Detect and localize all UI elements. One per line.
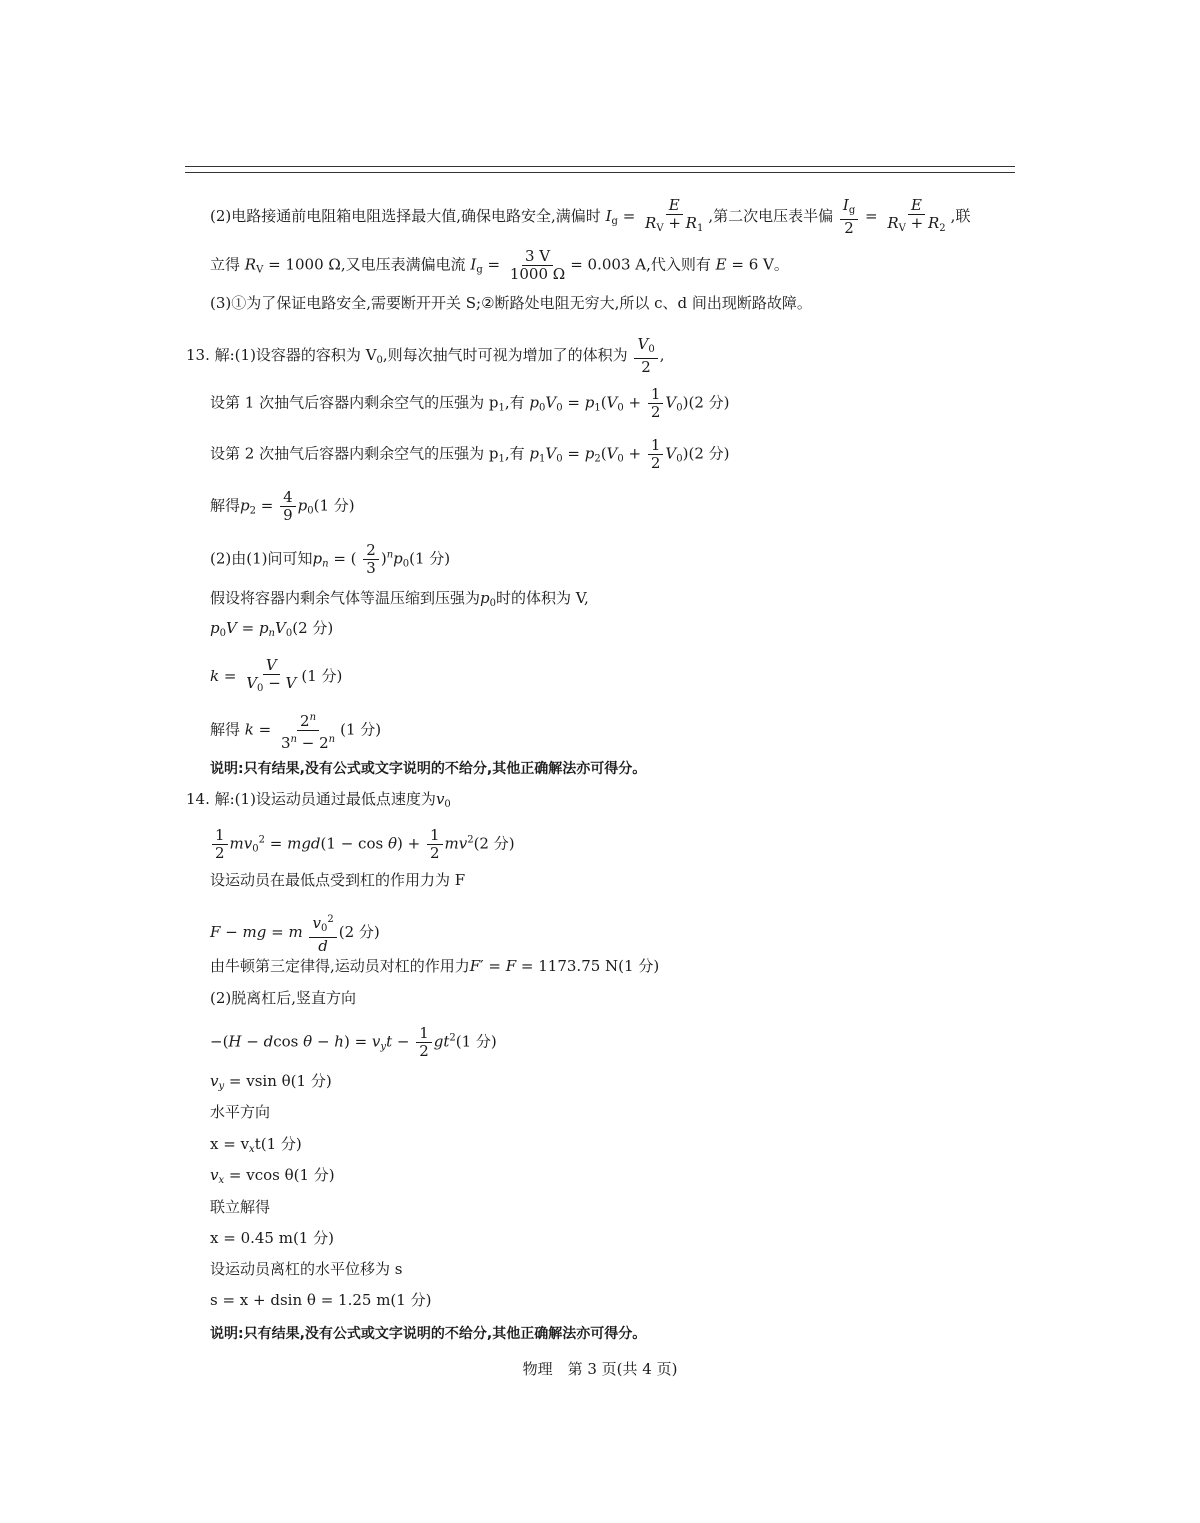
q14-part2: (2)脱离杠后,竖直方向 (210, 989, 357, 1007)
header-rule (185, 166, 1015, 173)
page-footer: 物理 第 3 页(共 4 页) (522, 1360, 678, 1378)
q14-s-result: s = x + dsin θ = 1.25 m(1 分) (210, 1291, 432, 1309)
q13-note: 说明:只有结果,没有公式或文字说明的不给分,其他正确解法亦可得分。 (210, 761, 647, 777)
q13-step2: 设第 2 次抽气后容器内剩余空气的压强为 $p_1$,有 $p_1V_0 = p_2(V_0$ + $\frac{1}{2}$ $V_0)(2$ 分) (210, 436, 730, 472)
q13-result1: 解得$p_2$ = $\frac{4}{9}$ $p_0(1$ 分) (210, 488, 355, 524)
q14-solve: 联立解得 (210, 1198, 271, 1216)
q14-x-eq: $x = v_xt(1$ 分) (210, 1135, 302, 1155)
q14-x-result: x = 0.45 m(1 分) (210, 1229, 334, 1247)
q13-eq1: $p_0V = p_nV_0(2$ 分) (210, 619, 334, 639)
q14-vx: $v_x = vcos$ θ(1 分) (210, 1166, 335, 1186)
q13-step1: 设第 1 次抽气后容器内剩余空气的压强为 $p_1$,有 $p_0V_0 = p_1(V_0$ + $\frac{1}{2}$ $V_0)(2$ 分) (210, 385, 730, 421)
q13-heading: 13. 解:(1)设容器的容积为 $V_0$,则每次抽气时可视为增加了的体积为 $\frac{V_0}{2}$ , (186, 335, 665, 376)
q14-newton3: 由牛顿第三定律得,运动员对杠的作用力F′ = F = 1173.75 N(1 分) (210, 957, 660, 975)
part2-line2: 立得 $R_V = 1000$ Ω,又电压表满偏电流 $I_g$ = $\frac{3 V}{1000 \Omega}$ = 0.003 A,代入则有 E = 6 V。 (210, 247, 789, 283)
q14-heading: 14. 解:(1)设运动员通过最低点速度为$v_0$ (186, 790, 451, 810)
q14-energy-eq: $\frac{1}{2}$ $mv_0^2 = mgd(1 - \cos \theta)$ + $\frac{1}{2}$ $mv^2(2$ 分) (210, 827, 515, 862)
q14-vy: $v_y = vsin$ θ(1 分) (210, 1072, 332, 1092)
q13-assume: 假设将容器内剩余气体等温压缩到压强为$p_0$时的体积为 V, (210, 589, 589, 609)
q13-result2: 解得 k = $\frac{2^n}{3^n - 2^n}$ (1 分) (210, 709, 381, 752)
q13-part2: (2)由(1)问可知$p_n$ = ( $\frac{2}{3}$ )$^np_0(1$ 分) (210, 541, 451, 577)
q13-eq2: k = $\frac{V}{V_0 - V}$ (1 分) (210, 656, 343, 694)
q14-note: 说明:只有结果,没有公式或文字说明的不给分,其他正确解法亦可得分。 (210, 1326, 647, 1342)
q14-horizontal: 水平方向 (210, 1103, 271, 1121)
q14-force-def: 设运动员在最低点受到杠的作用力为 F (210, 871, 466, 889)
part3-line: (3)①为了保证电路安全,需要断开开关 S;②断路处电阻无穷大,所以 c、d 间出现断路故障。 (210, 294, 812, 312)
q14-force-eq: F − mg = m $\frac{v_0^2}{d}$ (2 分) (210, 911, 380, 955)
q14-s-def: 设运动员离杠的水平位移为 s (210, 1260, 403, 1278)
q14-vertical-eq: −(H − dcos $\theta - h) = v_yt$ − $\frac{1}{2}$ $gt^2(1$ 分) (210, 1024, 497, 1060)
part2-line1: (2)电路接通前电阻箱电阻选择最大值,确保电路安全,满偏时 $I_g$ = $\frac{E}{R_V + R_1}$ ,第二次电压表半偏 $\frac{I_g}{2}$ = $\frac{E}{R_V + R_2}$ ,联 (210, 196, 971, 237)
